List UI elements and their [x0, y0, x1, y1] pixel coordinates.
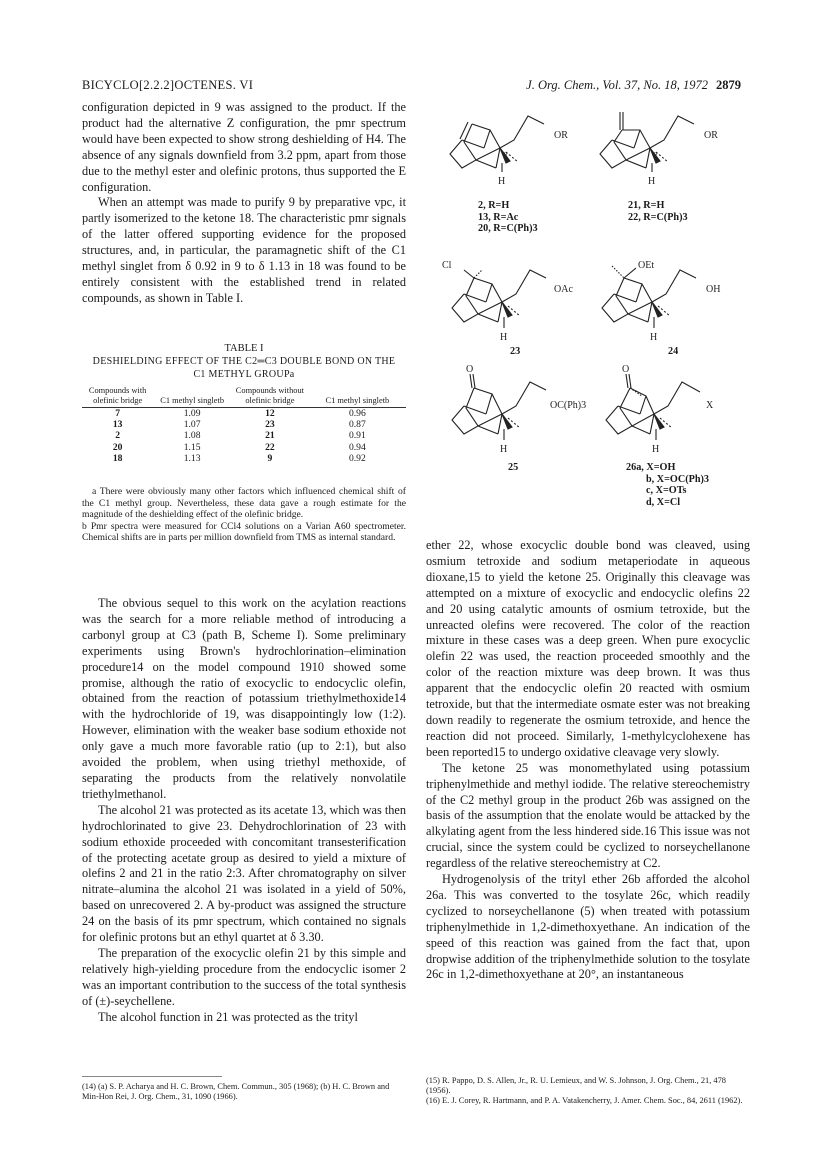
table-cell: 7 [115, 408, 121, 419]
compound-label: 25 [508, 462, 519, 473]
paragraph: The alcohol 21 was protected as its acetate 13, which was then hydrochlorinated to give 23. Dehydrochlorination of 23 with sodium ethoxide proceeded with concomitant transesterification of the protecting acetate group as desired to yield a mixture of olefins 2 and 21 in the ratio 2:3. After chromatography on silver nitrate–alumina the alcohol 21 was isolated in a yield of 50%, based on unrecovered 2. A by-product was assigned the structure 24 on the basis of its pmr spectrum, which contained no signals for olefinic protons but an ethyl quartet at δ 3.30. [82, 802, 406, 945]
table-footnote: b Pmr spectra were measured for CCl4 solutions on a Varian A60 spectrometer. Chemical shifts are in parts per million downfield from TMS as internal standard. [82, 520, 406, 544]
paragraph: configuration depicted in 9 was assigned to the product. If the product had the alternative Z configuration, the pmr spectrum would have been expected to show strong deshielding of H4. The absence of any signals downfield from 3.2 ppm, apart from those due to the methyl ester and olefinic protons, thus supported the E configuration. [82, 100, 406, 194]
table-cell: 0.94 [348, 441, 366, 453]
compound-label [626, 462, 709, 508]
table-caption [82, 356, 406, 381]
compound-label-line: d, X=Cl [646, 496, 681, 508]
table-cell: 1.08 [183, 430, 201, 442]
paragraph: The obvious sequel to this work on the acylation reactions was the search for a more reliable method of introducing a carbonyl group at C3 (path B, Scheme I). Some preliminary experiments using Brown's hydrochlorination–elimination procedure14 on the model compound 1910 showed some promise, although the ratio of exocyclic to endocyclic olefin, obtained from the reaction of potassium triethylmethoxide14 with the hydrochloride of 19, was disappointingly low (1:2). However, elimination with the weaker base sodium ethoxide not only gave a much more favorable ratio (up to 2:1), but also avoided the problem, when using triethyl methoxide, of separating the products from the relatively nonvolatile triethylmethanol. [82, 596, 406, 801]
table-cell: 0.91 [348, 430, 366, 442]
table-cell: 0.87 [348, 419, 366, 431]
table-cell: 0.92 [348, 452, 366, 464]
table-cell: 1.13 [183, 452, 201, 464]
footnote-rule [82, 1076, 222, 1077]
compound-label [628, 200, 688, 223]
paragraph: The ketone 25 was monomethylated using potassium triphenylmethide and methyl iodide. The relative stereochemistry of the C2 methyl group in the product 26b was assigned on the basis of the assumption that the enolate would be attacked by the alkylating agent from the less hindered side.16 This issue was not crucial, since the system could be cyclized to norseychellanone regardless of the relative stereochemistry at C2. [426, 760, 750, 871]
compound-label: 24 [668, 346, 679, 357]
compound-label-line: 26a, X=OH [626, 462, 676, 473]
table-header: Compounds without olefinic bridge [231, 386, 309, 408]
table-cell: 0.96 [348, 408, 366, 419]
compound-label: 23 [510, 346, 521, 357]
compound-label-line: b, X=OC(Ph)3 [646, 473, 709, 485]
table-header: C1 methyl singletb [309, 386, 406, 408]
table-row [82, 408, 406, 420]
atom-label: H [498, 176, 506, 187]
running-header-left: BICYCLO[2.2.2]OCTENES. VI [82, 78, 254, 92]
atom-label: O [622, 364, 630, 375]
table-cell: 18 [112, 452, 123, 464]
atom-label: H [652, 444, 660, 455]
paragraph: ether 22, whose exocyclic double bond was cleaved, using osmium tetroxide and sodium metaperiodate in aqueous dioxane,15 to yield the ketone 25. Originally this cleavage was attempted on a mixture of exocyclic and endocyclic olefins 22 and 20 using catalytic amounts of osmium tetroxide, but the unreacted olefins were recovered. The color of the reaction mixture in these cases was a deep green. When pure exocyclic olefin 22 was used, the reaction proceeded smoothly and the color of the reaction mixture was deep brown. It was thus apparent that the endocyclic olefin 20 reacted with osmium tetroxide, but that the intermediate osmate ester was not breaking down readily to regenerate the osmium tetroxide, and hence the reaction did not proceed. Similarly, 1-methylcyclohexene has been reported15 to undergo oxidative cleavage very slowly. [426, 538, 750, 759]
table-cell: 13 [112, 419, 123, 431]
compound-label-line: c, X=OTs [646, 485, 687, 497]
atom-label: O [466, 364, 474, 375]
table-cell: 12 [265, 408, 275, 419]
table-cell: 9 [267, 452, 273, 464]
table-row [82, 442, 406, 453]
table-caption-line: C1 METHYL GROUPa [193, 368, 295, 380]
structure-25 [440, 364, 590, 456]
compound-label-line: 22, R=C(Ph)3 [628, 211, 688, 223]
table-cell: 22 [265, 441, 275, 453]
table-row [82, 419, 406, 430]
table-cell: 21 [265, 430, 275, 442]
atom-label: OAc [554, 284, 573, 295]
table-footnotes [82, 486, 406, 544]
table-header: C1 methyl singletb [153, 386, 231, 408]
journal-citation: J. Org. Chem., Vol. 37, No. 18, 1972 [526, 78, 708, 92]
structure-23 [440, 256, 590, 344]
table-header: Compounds with olefinic bridge [82, 386, 153, 408]
atom-label: H [500, 332, 508, 343]
atom-label: Cl [442, 260, 452, 271]
paragraph: The preparation of the exocyclic olefin 21 by this simple and relatively high-yielding procedure from the endocyclic isomer 2 was an important contribution to the success of the total synthesis of (±)-seychellene. [82, 945, 406, 1008]
structure-21-22 [590, 108, 740, 186]
table-row [82, 453, 406, 464]
footnote-16: (16) E. J. Corey, R. Hartmann, and P. A. Vatakencherry, J. Amer. Chem. Soc., 84, 2611 (1962). [426, 1096, 743, 1106]
running-header-right [526, 78, 741, 93]
table-cell: 20 [112, 441, 123, 453]
atom-label: H [648, 176, 656, 187]
table-cell: 1.09 [183, 408, 201, 419]
page-number: 2879 [716, 78, 741, 92]
table-cell: 1.07 [183, 419, 201, 431]
atom-label: H [650, 332, 658, 343]
compound-label-line: 20, R=C(Ph)3 [478, 223, 538, 235]
atom-label: OR [554, 130, 568, 141]
atom-label: H [500, 444, 508, 455]
paragraph: The alcohol function in 21 was protected as the trityl [98, 1009, 358, 1024]
atom-label: 9 [504, 152, 507, 158]
table-cell: 23 [265, 419, 275, 431]
atom-label: OC(Ph)3 [550, 400, 587, 411]
left-column-text [82, 100, 406, 307]
footnotes-right [426, 1076, 750, 1107]
footnote-15: (15) R. Pappo, D. S. Allen, Jr., R. U. Lemieux, and W. S. Johnson, J. Org. Chem., 21, 478 (1956). [426, 1076, 726, 1096]
table-cell: 1.15 [183, 441, 201, 453]
compound-label-line: 13, R=Ac [478, 211, 519, 223]
table-cell: 2 [115, 430, 121, 442]
compound-label-line: 21, R=H [628, 200, 665, 211]
left-column-text-lower [82, 596, 406, 1025]
structure-24 [590, 256, 740, 344]
atom-label: 9 [654, 152, 657, 158]
paragraph: Hydrogenolysis of the trityl ether 26b afforded the alcohol 26a. This was converted to the tosylate 26c, which readily cyclized to norseychellanone (5) when treated with potassium triphenylmethide in 1,2-dimethoxyethane. An indication of the speed of this reaction was gained from the fact that, upon dropwise addition of the triphenylmethide solution to the tosylate 26c in 1,2-dimethoxyethane at 20°, an instantaneous [426, 872, 750, 982]
atom-label: OH [706, 284, 721, 295]
compound-label [478, 200, 538, 235]
table-caption-line: DESHIELDING EFFECT OF THE C2═C3 DOUBLE BOND ON THE [92, 356, 396, 367]
structure-2-13-20 [440, 108, 590, 186]
structure-26 [590, 364, 740, 456]
footnote-14: (14) (a) S. P. Acharya and H. C. Brown, Chem. Commun., 305 (1968); (b) H. C. Brown and Min-Hon Rei, J. Org. Chem., 31, 1090 (1966). [82, 1082, 390, 1102]
table-deshielding [82, 386, 406, 464]
right-column-text [426, 538, 750, 983]
table-footnote: a There were obviously many other factors which influenced chemical shift of the C1 methyl group. Nevertheless, these data gave a rough estimate for the magnitude of the deshielding effect of the olefinic bridge. [82, 486, 406, 521]
table-row [82, 430, 406, 441]
atom-label: OEt [638, 260, 655, 271]
atom-label: X [706, 400, 714, 411]
paragraph: When an attempt was made to purify 9 by preparative vpc, it partly isomerized to the ketone 18. The characteristic pmr signals of the latter offered supporting evidence for the proposed structures, and, in particular, the paramagnetic shift of the C1 methyl singlet from δ 0.92 in 9 to δ 1.13 in 18 was found to be entirely consistent with the established trend in related compounds, as shown in Table I. [82, 195, 406, 305]
compound-label-line: 2, R=H [478, 200, 510, 211]
table-title: TABLE I [224, 343, 264, 354]
atom-label: OR [704, 130, 718, 141]
